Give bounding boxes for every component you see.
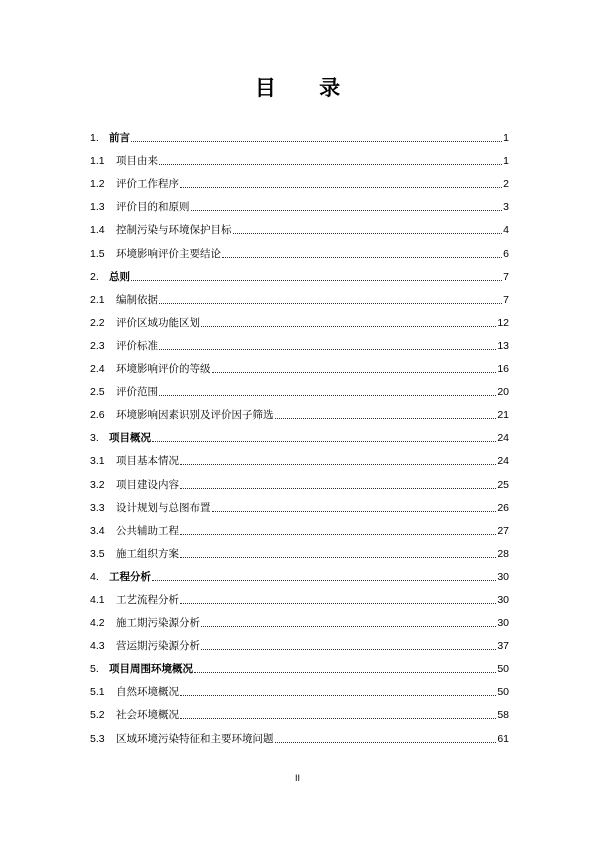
toc-entry-page-number: 13	[497, 339, 509, 352]
toc-entry-number: 1.3	[90, 201, 105, 214]
toc-section-entry[interactable]	[90, 676, 509, 699]
toc-chapter-entry[interactable]	[90, 561, 509, 584]
toc-entry-label: 项目概况	[109, 432, 151, 445]
toc-entry-number: 1.2	[90, 178, 105, 191]
toc-entry-page-number: 12	[497, 316, 509, 329]
toc-entry-label: 总则	[109, 270, 130, 283]
toc-entry-page-number: 3	[503, 201, 509, 214]
toc-entry-label: 施工组织方案	[116, 547, 179, 560]
toc-entry-label: 前言	[109, 132, 130, 145]
toc-section-entry[interactable]	[90, 376, 509, 399]
toc-entry-label: 项目由来	[116, 155, 158, 168]
toc-entry-label: 环境影响评价主要结论	[116, 247, 221, 260]
toc-entry-number: 2.3	[90, 339, 105, 352]
toc-dot-leader	[191, 210, 503, 211]
toc-entry-page-number: 50	[497, 686, 509, 699]
toc-entry-number: 2.	[90, 270, 99, 283]
toc-dot-leader	[180, 695, 496, 696]
toc-dot-leader	[201, 649, 496, 650]
toc-section-entry[interactable]	[90, 168, 509, 191]
toc-dot-leader	[222, 257, 502, 258]
toc-entry-page-number: 24	[497, 455, 509, 468]
toc-section-entry[interactable]	[90, 330, 509, 353]
toc-entry-number: 3.1	[90, 455, 105, 468]
toc-entry-page-number: 30	[497, 593, 509, 606]
toc-entry-page-number: 4	[503, 224, 509, 237]
toc-entry-label: 项目基本情况	[116, 455, 179, 468]
toc-dot-leader	[159, 303, 502, 304]
toc-entry-label: 环境影响因素识别及评价因子筛选	[116, 409, 274, 422]
toc-entry-label: 区域环境污染特征和主要环境问题	[116, 732, 274, 745]
toc-entry-page-number: 24	[497, 432, 509, 445]
toc-entry-label: 营运期污染源分析	[116, 640, 200, 653]
toc-entry-label: 社会环境概况	[116, 709, 179, 722]
toc-entry-label: 评价标准	[116, 339, 158, 352]
toc-entry-number: 3.	[90, 432, 99, 445]
toc-entry-page-number: 6	[503, 247, 509, 260]
toc-entry-number: 2.5	[90, 386, 105, 399]
toc-section-entry[interactable]	[90, 492, 509, 515]
toc-section-entry[interactable]	[90, 214, 509, 237]
toc-entry-label: 施工期污染源分析	[116, 617, 200, 630]
toc-entry-label: 编制依据	[116, 293, 158, 306]
toc-dot-leader	[131, 280, 502, 281]
toc-entry-page-number: 28	[497, 547, 509, 560]
toc-entry-page-number: 50	[497, 663, 509, 676]
toc-chapter-entry[interactable]	[90, 653, 509, 676]
toc-dot-leader	[159, 164, 502, 165]
toc-entry-number: 4.3	[90, 640, 105, 653]
toc-entry-page-number: 61	[497, 732, 509, 745]
toc-entry-page-number: 20	[497, 386, 509, 399]
toc-entry-number: 1.	[90, 132, 99, 145]
toc-dot-leader	[131, 141, 502, 142]
toc-entry-page-number: 1	[503, 155, 509, 168]
toc-entry-number: 1.5	[90, 247, 105, 260]
toc-entry-label: 评价范围	[116, 386, 158, 399]
toc-entry-number: 2.2	[90, 316, 105, 329]
toc-entry-page-number: 30	[497, 570, 509, 583]
toc-entry-label: 自然环境概况	[116, 686, 179, 699]
toc-entry-number: 1.1	[90, 155, 105, 168]
toc-dot-leader	[180, 464, 496, 465]
toc-entry-number: 5.1	[90, 686, 105, 699]
toc-section-entry[interactable]	[90, 630, 509, 653]
toc-entry-number: 3.3	[90, 501, 105, 514]
toc-entry-number: 3.2	[90, 478, 105, 491]
toc-chapter-entry[interactable]	[90, 261, 509, 284]
toc-dot-leader	[201, 326, 496, 327]
toc-entry-page-number: 27	[497, 524, 509, 537]
toc-entry-page-number: 7	[503, 293, 509, 306]
toc-entry-number: 4.1	[90, 593, 105, 606]
toc-dot-leader	[180, 718, 496, 719]
toc-section-entry[interactable]	[90, 515, 509, 538]
toc-section-entry[interactable]	[90, 584, 509, 607]
toc-entry-number: 3.5	[90, 547, 105, 560]
toc-entry-label: 项目周围环境概况	[109, 663, 193, 676]
toc-dot-leader	[159, 395, 496, 396]
toc-dot-leader	[180, 534, 496, 535]
toc-entry-label: 控制污染与环境保护目标	[116, 224, 232, 237]
toc-section-entry[interactable]	[90, 307, 509, 330]
toc-dot-leader	[180, 187, 502, 188]
toc-entry-number: 5.3	[90, 732, 105, 745]
toc-entry-page-number: 37	[497, 640, 509, 653]
toc-entry-number: 2.6	[90, 409, 105, 422]
toc-entry-page-number: 7	[503, 270, 509, 283]
toc-section-entry[interactable]	[90, 284, 509, 307]
toc-section-entry[interactable]	[90, 468, 509, 491]
toc-dot-leader	[180, 603, 496, 604]
toc-section-entry[interactable]	[90, 538, 509, 561]
toc-section-entry[interactable]	[90, 399, 509, 422]
toc-entry-page-number: 58	[497, 709, 509, 722]
toc-section-entry[interactable]	[90, 445, 509, 468]
toc-entry-number: 1.4	[90, 224, 105, 237]
toc-entry-number: 5.	[90, 663, 99, 676]
toc-dot-leader	[275, 418, 497, 419]
toc-entry-number: 2.1	[90, 293, 105, 306]
page-title: 目 录	[254, 76, 359, 100]
toc-entry-label: 项目建设内容	[116, 478, 179, 491]
toc-dot-leader	[233, 233, 503, 234]
toc-entry-label: 工程分析	[109, 570, 151, 583]
toc-entry-page-number: 2	[503, 178, 509, 191]
toc-dot-leader	[180, 557, 496, 558]
table-of-contents	[90, 122, 509, 746]
toc-entry-label: 工艺流程分析	[116, 593, 179, 606]
toc-chapter-entry[interactable]	[90, 122, 509, 145]
toc-entry-label: 环境影响评价的等级	[116, 363, 211, 376]
toc-section-entry[interactable]	[90, 607, 509, 630]
toc-entry-page-number: 1	[503, 132, 509, 145]
toc-dot-leader	[152, 441, 496, 442]
toc-dot-leader	[212, 511, 497, 512]
toc-entry-number: 5.2	[90, 709, 105, 722]
toc-entry-page-number: 30	[497, 617, 509, 630]
toc-entry-number: 3.4	[90, 524, 105, 537]
toc-section-entry[interactable]	[90, 145, 509, 168]
toc-entry-label: 评价区域功能区划	[116, 316, 200, 329]
toc-entry-number: 2.4	[90, 363, 105, 376]
toc-entry-number: 4.2	[90, 617, 105, 630]
toc-dot-leader	[159, 349, 496, 350]
toc-entry-label: 公共辅助工程	[116, 524, 179, 537]
toc-dot-leader	[201, 626, 496, 627]
toc-section-entry[interactable]	[90, 191, 509, 214]
toc-entry-page-number: 21	[497, 409, 509, 422]
toc-entry-label: 评价目的和原则	[116, 201, 190, 214]
toc-entry-label: 设计规划与总图布置	[116, 501, 211, 514]
toc-section-entry[interactable]	[90, 353, 509, 376]
page-number-footer: II	[294, 773, 300, 783]
toc-entry-page-number: 16	[497, 363, 509, 376]
toc-entry-label: 评价工作程序	[116, 178, 179, 191]
toc-section-entry[interactable]	[90, 699, 509, 722]
toc-entry-page-number: 25	[497, 478, 509, 491]
toc-section-entry[interactable]	[90, 722, 509, 745]
toc-section-entry[interactable]	[90, 237, 509, 260]
toc-entry-page-number: 26	[497, 501, 509, 514]
toc-chapter-entry[interactable]	[90, 422, 509, 445]
toc-dot-leader	[194, 672, 496, 673]
toc-dot-leader	[212, 372, 497, 373]
toc-dot-leader	[180, 488, 496, 489]
toc-dot-leader	[275, 742, 497, 743]
toc-entry-number: 4.	[90, 570, 99, 583]
toc-dot-leader	[152, 580, 496, 581]
